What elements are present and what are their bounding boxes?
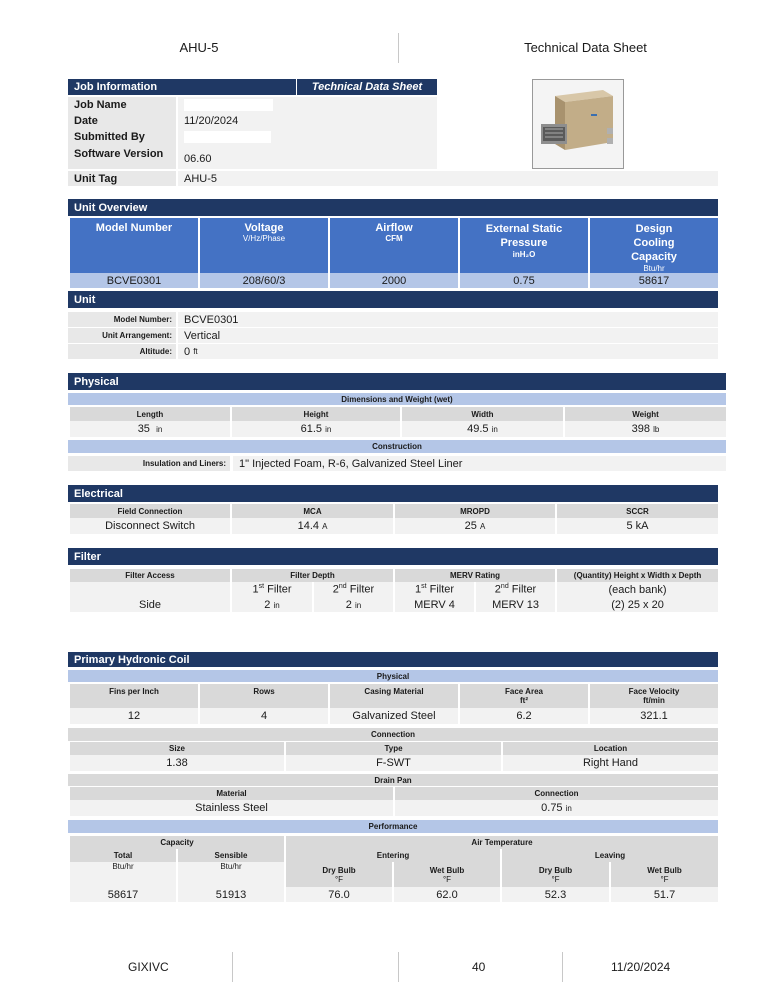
total-value: 58617	[69, 887, 177, 902]
job-name-label: Job Name	[68, 97, 176, 113]
dimensions-subheader: Dimensions and Weight (wet)	[68, 393, 726, 405]
entering-wet-bulb-value: 62.0	[393, 887, 501, 902]
conn-size-value: 1.38	[69, 755, 285, 771]
unit-overview-table	[68, 218, 720, 288]
conn-size-header: Size	[69, 742, 285, 755]
header-unit-tag: AHU-5	[179, 40, 219, 55]
conn-location-value: Right Hand	[502, 755, 719, 771]
ov-voltage-value: 208/60/3	[199, 273, 329, 288]
electrical-table	[68, 504, 720, 534]
coil-section-title: Primary Hydronic Coil	[68, 652, 718, 667]
date-label: Date	[68, 113, 176, 129]
leaving-wet-bulb-header: Wet Bulb °F	[610, 862, 719, 887]
ov-esp-value: 0.75	[459, 273, 589, 288]
leaving-dry-bulb-header: Dry Bulb °F	[501, 862, 610, 887]
drain-connection-value: 0.75 in	[394, 800, 719, 816]
coil-physical-table	[68, 684, 720, 724]
ov-airflow-value: 2000	[329, 273, 459, 288]
elec-field-connection-header: Field Connection	[69, 504, 231, 518]
insulation-value: 1" Injected Foam, R-6, Galvanized Steel Liner	[233, 456, 726, 471]
face-velocity-header: Face Velocity ft/min	[589, 684, 719, 708]
unit-photo	[532, 79, 624, 169]
face-area-value: 6.2	[459, 708, 589, 724]
drain-pan-table	[68, 787, 720, 816]
entering-header: Entering	[285, 849, 501, 862]
sensible-unit: Btu/hr	[177, 862, 285, 887]
conn-type-header: Type	[285, 742, 502, 755]
drain-material-header: Material	[69, 787, 394, 800]
elec-mropd-value: 25 A	[394, 518, 556, 534]
entering-dry-bulb-value: 76.0	[285, 887, 393, 902]
merv2-value: MERV 13	[475, 597, 556, 612]
rows-header: Rows	[199, 684, 329, 708]
unit-section-title: Unit	[68, 291, 718, 308]
dimensions-table	[68, 407, 728, 437]
unit-arrangement-label: Unit Arrangement:	[68, 328, 176, 343]
merv-first-filter-header: 1st Filter	[394, 582, 475, 597]
construction-subheader: Construction	[68, 440, 726, 453]
filter-table	[68, 569, 720, 612]
filter-access-value: Side	[69, 597, 231, 612]
drain-connection-header: Connection	[394, 787, 719, 800]
dim-width-header: Width	[401, 407, 564, 421]
total-header: Total	[69, 849, 177, 862]
job-name-value	[184, 99, 273, 111]
tech-data-badge: Technical Data Sheet	[297, 79, 437, 95]
ov-col-capacity: Design Cooling Capacity Btu/hr	[589, 218, 719, 273]
unit-overview-title: Unit Overview	[68, 199, 718, 216]
footer-code: GIXIVC	[128, 960, 169, 974]
filter-size-header: (Quantity) Height x Width x Depth	[556, 569, 719, 582]
ov-col-model: Model Number	[69, 218, 199, 273]
submitted-by-value-cell	[178, 129, 437, 145]
elec-sccr-header: SCCR	[556, 504, 719, 518]
depth-second-filter-header: 2nd Filter	[313, 582, 394, 597]
capacity-header: Capacity	[69, 836, 285, 849]
ov-capacity-value: 58617	[589, 273, 719, 288]
dim-height-header: Height	[231, 407, 401, 421]
altitude-value: 0 ft	[178, 344, 718, 359]
leaving-header: Leaving	[501, 849, 719, 862]
footer-date: 11/20/2024	[611, 960, 671, 974]
insulation-label: Insulation and Liners:	[68, 456, 230, 471]
total-unit: Btu/hr	[69, 862, 177, 887]
dim-weight-header: Weight	[564, 407, 727, 421]
elec-mca-header: MCA	[231, 504, 394, 518]
entering-dry-bulb-header: Dry Bulb °F	[285, 862, 393, 887]
rows-value: 4	[199, 708, 329, 724]
electrical-section-title: Electrical	[68, 485, 718, 502]
coil-connection-subheader: Connection	[68, 728, 718, 741]
job-name-value-cell	[178, 97, 437, 113]
entering-wet-bulb-header: Wet Bulb °F	[393, 862, 501, 887]
coil-physical-subheader: Physical	[68, 670, 718, 682]
filter-access-header: Filter Access	[69, 569, 231, 582]
leaving-wet-bulb-value: 51.7	[610, 887, 719, 902]
dim-weight-value: 398 lb	[564, 421, 727, 437]
casing-material-header: Casing Material	[329, 684, 459, 708]
footer-divider-3	[562, 952, 563, 982]
physical-section-title: Physical	[68, 373, 726, 390]
dim-length-header: Length	[69, 407, 231, 421]
air-handler-image	[533, 80, 623, 168]
filter-depth-header: Filter Depth	[231, 569, 394, 582]
model-number-value: BCVE0301	[178, 312, 718, 327]
conn-type-value: F-SWT	[285, 755, 502, 771]
submitted-by-label: Submitted By	[68, 129, 176, 145]
depth-first-filter-header: 1st Filter	[231, 582, 313, 597]
conn-location-header: Location	[502, 742, 719, 755]
air-temperature-header: Air Temperature	[285, 836, 719, 849]
elec-field-connection-value: Disconnect Switch	[69, 518, 231, 534]
filter-depth2-value: 2 in	[313, 597, 394, 612]
elec-mca-value: 14.4 A	[231, 518, 394, 534]
submitted-by-value	[184, 131, 271, 143]
elec-mropd-header: MROPD	[394, 504, 556, 518]
each-bank-label: (each bank)	[556, 582, 719, 597]
software-version-label: Software Version	[68, 145, 176, 169]
filter-section-title: Filter	[68, 548, 718, 565]
leaving-dry-bulb-value: 52.3	[501, 887, 610, 902]
ov-col-esp: External Static Pressure inH₂O	[459, 218, 589, 273]
footer-divider-1	[232, 952, 233, 982]
drain-material-value: Stainless Steel	[69, 800, 394, 816]
model-number-label: Model Number:	[68, 312, 176, 327]
merv1-value: MERV 4	[394, 597, 475, 612]
merv-second-filter-header: 2nd Filter	[475, 582, 556, 597]
dim-height-value: 61.5 in	[231, 421, 401, 437]
footer-page-number: 40	[472, 960, 486, 974]
altitude-label: Altitude:	[68, 344, 176, 359]
coil-connection-table	[68, 742, 720, 771]
software-version-value: 06.60	[178, 145, 437, 169]
sensible-value: 51913	[177, 887, 285, 902]
unit-tag-label: Unit Tag	[68, 171, 176, 186]
filter-access-blank	[69, 582, 231, 597]
casing-material-value: Galvanized Steel	[329, 708, 459, 724]
filter-depth1-value: 2 in	[231, 597, 313, 612]
merv-rating-header: MERV Rating	[394, 569, 556, 582]
ov-model-value: BCVE0301	[69, 273, 199, 288]
drain-pan-subheader: Drain Pan	[68, 774, 718, 786]
unit-tag-value: AHU-5	[178, 171, 718, 186]
unit-arrangement-value: Vertical	[178, 328, 718, 343]
face-area-header: Face Area ft²	[459, 684, 589, 708]
performance-subheader: Performance	[68, 820, 718, 833]
sensible-header: Sensible	[177, 849, 285, 862]
face-velocity-value: 321.1	[589, 708, 719, 724]
fins-per-inch-header: Fins per Inch	[69, 684, 199, 708]
dim-width-value: 49.5 in	[401, 421, 564, 437]
dim-length-value: 35 in	[69, 421, 231, 437]
ov-col-airflow: Airflow CFM	[329, 218, 459, 273]
performance-table	[68, 836, 720, 902]
fins-per-inch-value: 12	[69, 708, 199, 724]
date-value: 11/20/2024	[178, 113, 437, 129]
elec-sccr-value: 5 kA	[556, 518, 719, 534]
ov-col-voltage: Voltage V/Hz/Phase	[199, 218, 329, 273]
filter-size-value: (2) 25 x 20	[556, 597, 719, 612]
job-info-title: Job Information	[68, 79, 296, 95]
footer-divider-2	[398, 952, 399, 982]
header-doc-title: Technical Data Sheet	[524, 40, 647, 55]
